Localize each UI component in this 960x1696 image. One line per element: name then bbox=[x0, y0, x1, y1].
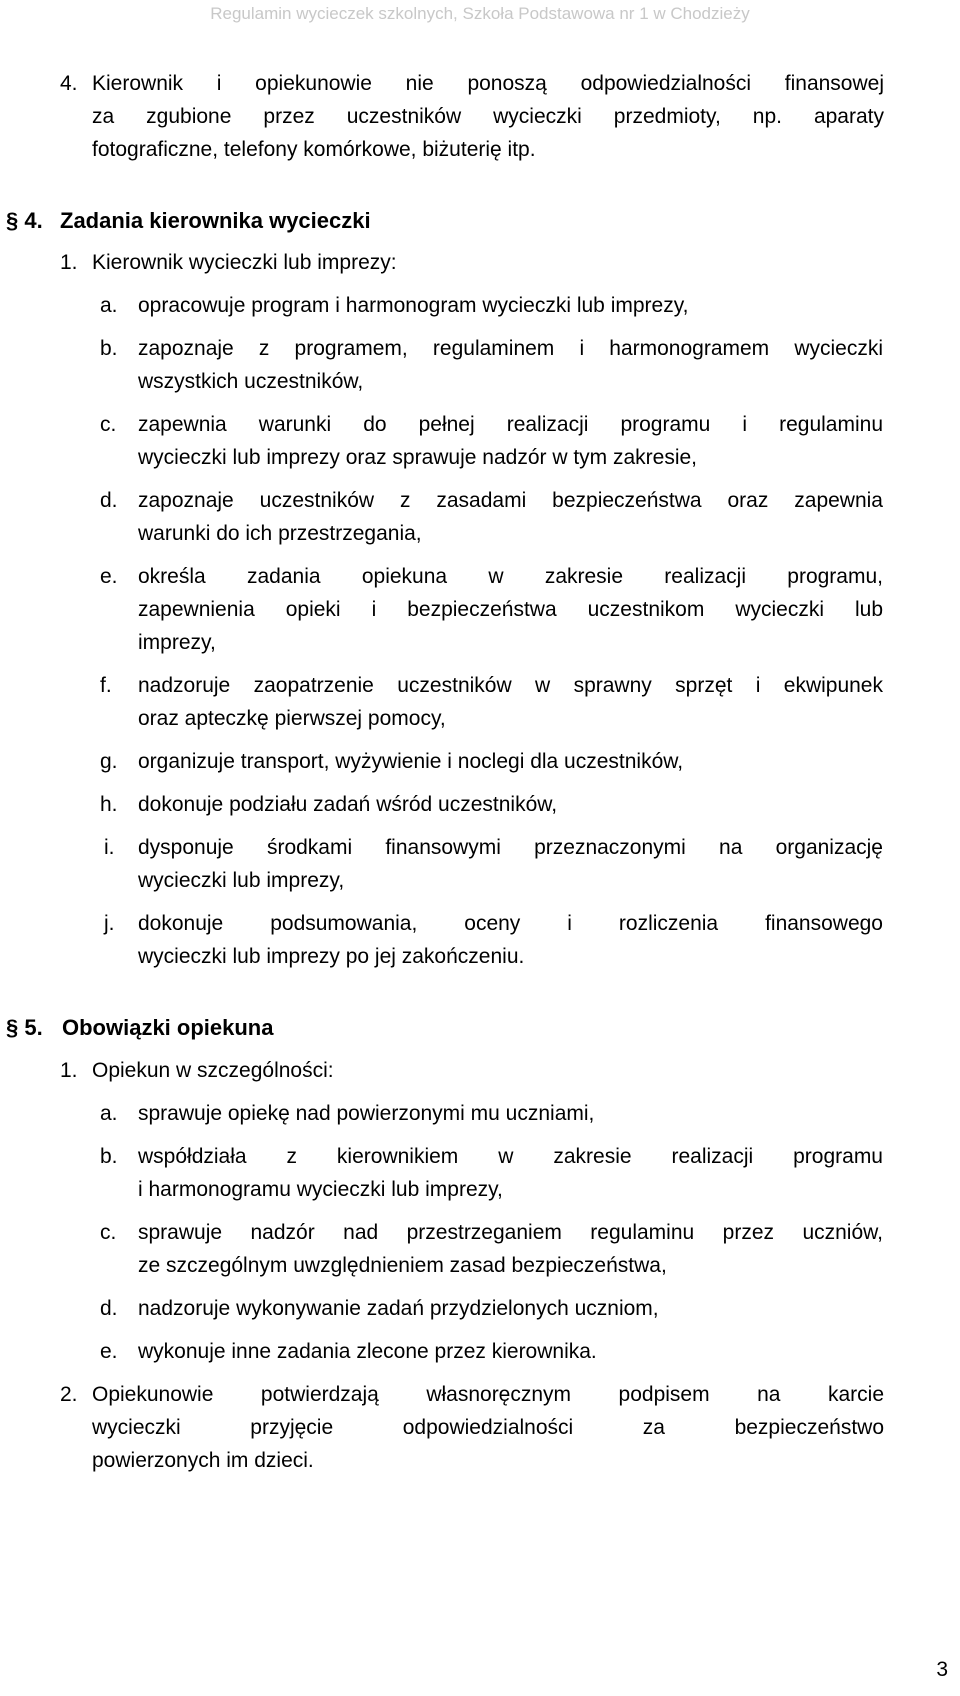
list-item-text: oraz apteczkę pierwszej pomocy, bbox=[138, 707, 446, 730]
list-item-letter: j. bbox=[104, 912, 115, 935]
list-item-letter: b. bbox=[100, 337, 118, 360]
list-item-letter: d. bbox=[100, 489, 118, 512]
section-5-sub-2-line-2: wycieczki przyjęcie odpowiedzialności za bezpieczeństwo bbox=[92, 1416, 884, 1439]
list-item-text: organizuje transport, wyżywienie i noclegi dla uczestników, bbox=[138, 750, 684, 773]
list-item-letter: e. bbox=[100, 565, 118, 588]
list-item-letter: g. bbox=[100, 750, 118, 773]
list-item-text: sprawuje opiekę nad powierzonymi mu uczniami, bbox=[138, 1102, 595, 1125]
item-4-number: 4. bbox=[60, 72, 78, 95]
list-item-text: dokonuje podsumowania, oceny i rozliczenia finansowego bbox=[138, 912, 883, 935]
section-5-symbol: § 5. bbox=[6, 1015, 43, 1040]
section-4-title: Zadania kierownika wycieczki bbox=[60, 208, 371, 233]
list-item-text: określa zadania opiekuna w zakresie realizacji programu, bbox=[138, 565, 883, 588]
list-item-text: wykonuje inne zadania zlecone przez kierownika. bbox=[138, 1340, 597, 1363]
item-4-line-3: fotograficzne, telefony komórkowe, biżuterię itp. bbox=[92, 138, 536, 161]
section-4-symbol: § 4. bbox=[6, 208, 43, 233]
list-item-text: zapoznaje z programem, regulaminem i harmonogramem wycieczki bbox=[138, 337, 883, 360]
list-item-text: sprawuje nadzór nad przestrzeganiem regulaminu przez uczniów, bbox=[138, 1221, 883, 1244]
list-item-text: zapewnia warunki do pełnej realizacji programu i regulaminu bbox=[138, 413, 883, 436]
list-item-text: nadzoruje zaopatrzenie uczestników w sprawny sprzęt i ekwipunek bbox=[138, 674, 883, 697]
list-item-letter: b. bbox=[100, 1145, 118, 1168]
list-item-letter: e. bbox=[100, 1340, 118, 1363]
list-item-text: współdziała z kierownikiem w zakresie realizacji programu bbox=[138, 1145, 883, 1168]
item-4-line-1: Kierownik i opiekunowie nie ponoszą odpowiedzialności finansowej bbox=[92, 72, 884, 95]
list-item-letter: c. bbox=[100, 413, 117, 436]
list-item-letter: a. bbox=[100, 1102, 118, 1125]
item-4-line-2: za zgubione przez uczestników wycieczki przedmioty, np. aparaty bbox=[92, 105, 884, 128]
section-5-sub-2-line-3: powierzonych im dzieci. bbox=[92, 1449, 314, 1472]
list-item-letter: f. bbox=[100, 674, 112, 697]
page-number: 3 bbox=[936, 1658, 948, 1681]
list-item-text: zapewnienia opieki i bezpieczeństwa uczestnikom wycieczki lub bbox=[138, 598, 883, 621]
list-item-text: opracowuje program i harmonogram wycieczki lub imprezy, bbox=[138, 294, 689, 317]
list-item-text: i harmonogramu wycieczki lub imprezy, bbox=[138, 1178, 503, 1201]
list-item-text: wycieczki lub imprezy, bbox=[138, 869, 345, 892]
list-item-text: wszystkich uczestników, bbox=[138, 370, 364, 393]
section-5-title: Obowiązki opiekuna bbox=[62, 1015, 274, 1040]
list-item-text: dysponuje środkami finansowymi przeznaczonymi na organizację bbox=[138, 836, 883, 859]
list-item-text: imprezy, bbox=[138, 631, 216, 654]
list-item-text: dokonuje podziału zadań wśród uczestników, bbox=[138, 793, 558, 816]
section-4-sub-1-number: 1. bbox=[60, 251, 78, 274]
list-item-letter: a. bbox=[100, 294, 118, 317]
list-item-text: nadzoruje wykonywanie zadań przydzielonych uczniom, bbox=[138, 1297, 659, 1320]
section-5-sub-2-line-1: Opiekunowie potwierdzają własnoręcznym podpisem na karcie bbox=[92, 1383, 884, 1406]
section-5-sub-2-number: 2. bbox=[60, 1383, 78, 1406]
list-item-text: wycieczki lub imprezy po jej zakończeniu. bbox=[138, 945, 525, 968]
section-4-sub-1-label: Kierownik wycieczki lub imprezy: bbox=[92, 251, 397, 274]
list-item-text: wycieczki lub imprezy oraz sprawuje nadzór w tym zakresie, bbox=[138, 446, 698, 469]
list-item-letter: c. bbox=[100, 1221, 117, 1244]
section-5-sub-1-number: 1. bbox=[60, 1059, 78, 1082]
list-item-text: zapoznaje uczestników z zasadami bezpieczeństwa oraz zapewnia bbox=[138, 489, 883, 512]
list-item-text: warunki do ich przestrzegania, bbox=[138, 522, 422, 545]
list-item-text: ze szczególnym uwzględnieniem zasad bezpieczeństwa, bbox=[138, 1254, 667, 1277]
list-item-letter: i. bbox=[104, 836, 115, 859]
running-header: Regulamin wycieczek szkolnych, Szkoła Podstawowa nr 1 w Chodzieży bbox=[210, 4, 750, 23]
section-5-sub-1-label: Opiekun w szczególności: bbox=[92, 1059, 334, 1082]
list-item-letter: h. bbox=[100, 793, 118, 816]
list-item-letter: d. bbox=[100, 1297, 118, 1320]
